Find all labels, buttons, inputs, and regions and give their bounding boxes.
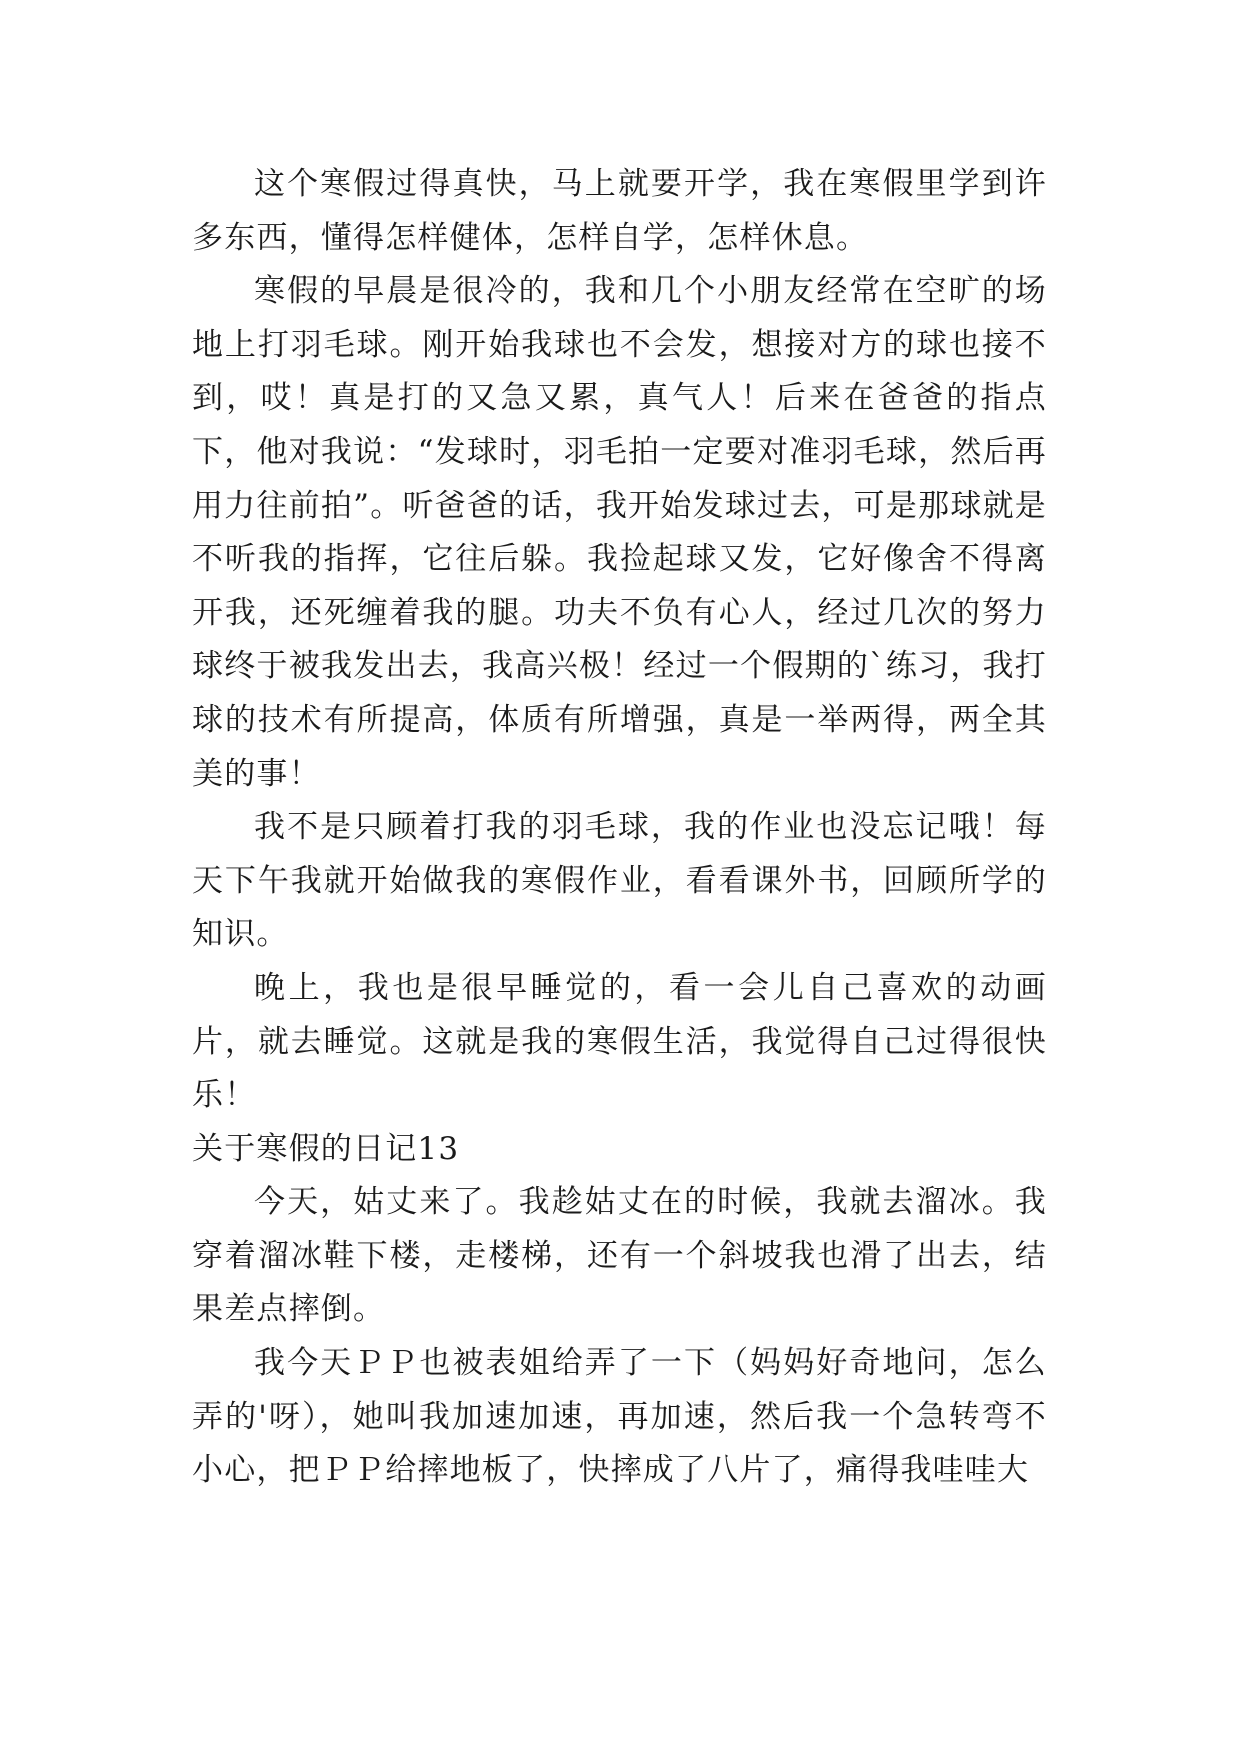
paragraph-2: 寒假的早晨是很冷的，我和几个小朋友经常在空旷的场地上打羽毛球。刚开始我球也不会发，想接对方的球也接不到，哎！真是打的又急又累，真气人！后来在爸爸的指点下，他对我说：“发球时，羽毛拍一定要对准羽毛球，然后再用力往前拍”。听爸爸的话，我开始发球过去，可是那球就是不听我的指挥，它往后躲。我捡起球又发，它好像舍不得离开我，还死缠着我的腿。功夫不负有心人，经过几次的努力球终于被我发出去，我高兴极！经过一个假期的`练习，我打球的技术有所提高，体质有所增强，真是一举两得，两全其美的事！	[192, 273, 1047, 792]
paragraph-1: 这个寒假过得真快，马上就要开学，我在寒假里学到许多东西，懂得怎样健体，怎样自学，怎样休息。	[192, 166, 1047, 256]
paragraph-6: 我今天ＰＰ也被表姐给弄了一下（妈妈好奇地问，怎么弄的'呀），她叫我加速加速，再加速，然后我一个急转弯不小心，把ＰＰ给摔地板了，快摔成了八片了，痛得我哇哇大	[192, 1345, 1047, 1489]
section-title: 关于寒假的日记13	[192, 1130, 460, 1167]
paragraph-5: 今天，姑丈来了。我趁姑丈在的时候，我就去溜冰。我穿着溜冰鞋下楼，走楼梯，还有一个斜坡我也滑了出去，结果差点摔倒。	[192, 1184, 1047, 1328]
document-body	[192, 158, 1047, 1498]
paragraph-4: 晚上，我也是很早睡觉的，看一会儿自己喜欢的动画片，就去睡觉。这就是我的寒假生活，我觉得自己过得很快乐！	[192, 969, 1047, 1114]
paragraph-3: 我不是只顾着打我的羽毛球，我的作业也没忘记哦！每天下午我就开始做我的寒假作业，看看课外书，回顾所学的知识。	[192, 809, 1047, 953]
